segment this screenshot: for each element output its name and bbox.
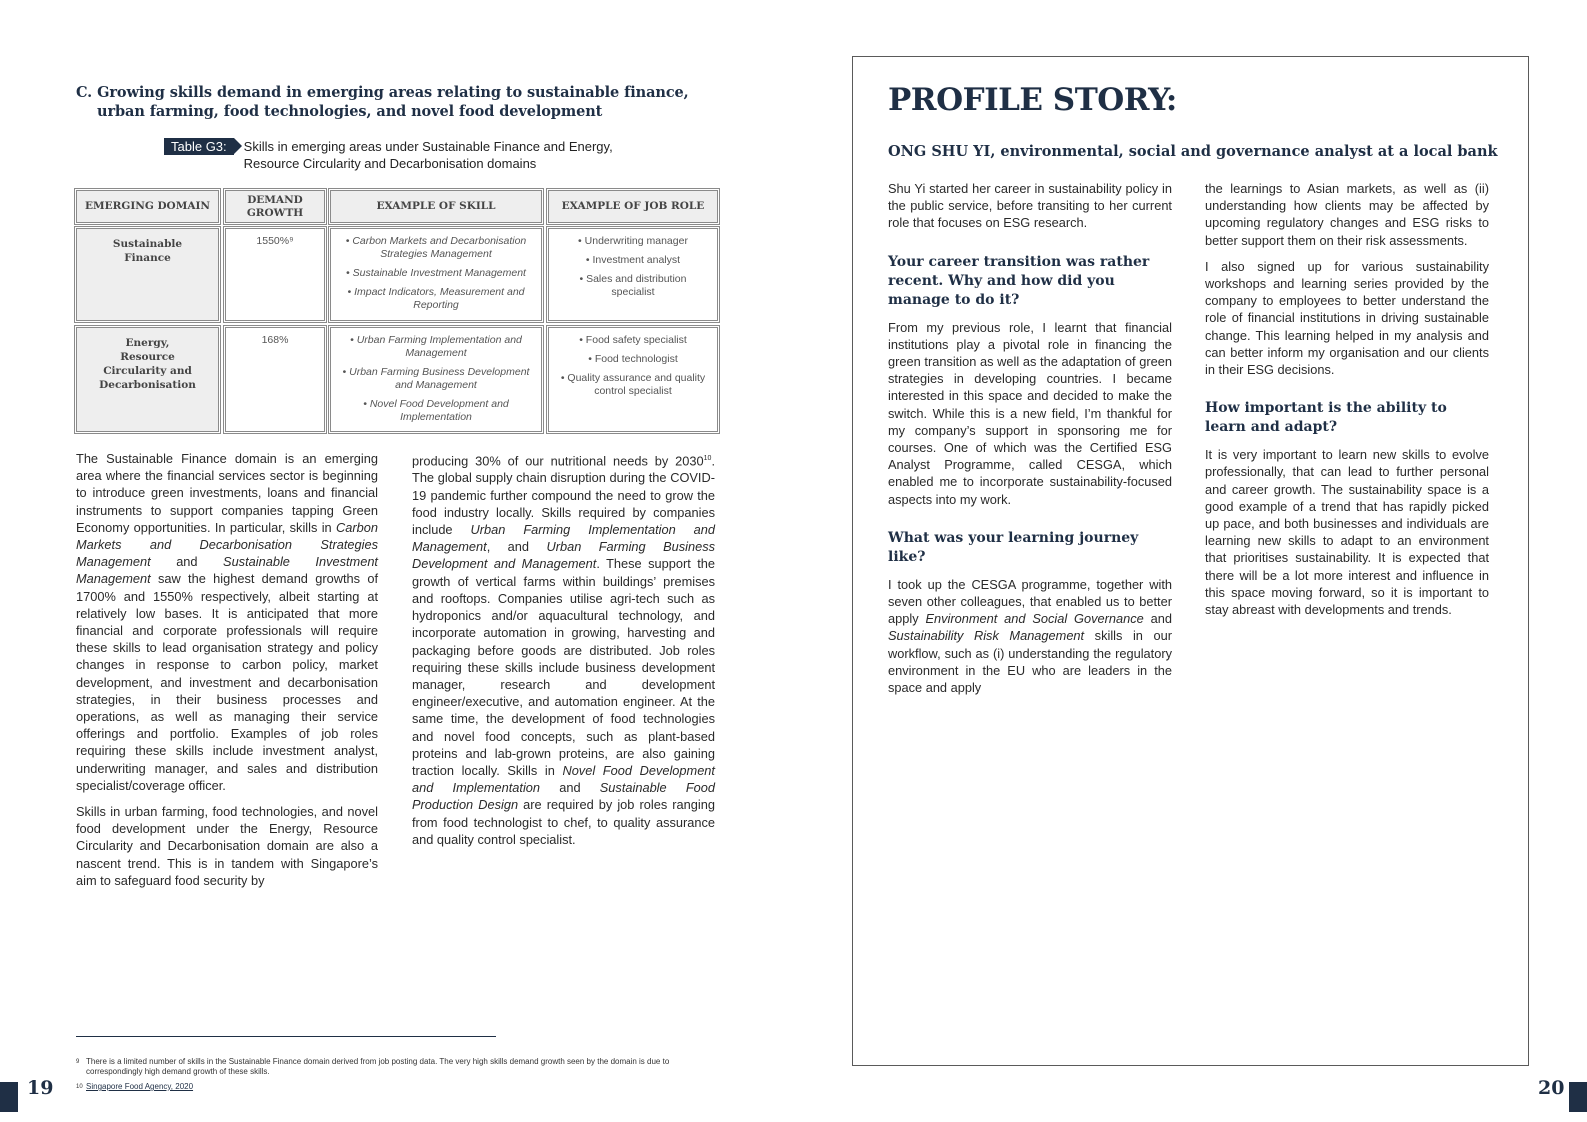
skill-item: • Impact Indicators, Measurement and Reporting	[347, 286, 525, 311]
page-marker-left	[0, 1082, 18, 1112]
table-row-1-skills	[330, 228, 542, 321]
profile-intro: Shu Yi started her career in sustainability policy in the public service, before transiting to her current role that focuses on ESG research.	[888, 181, 1172, 231]
text-run: Sustainable Investment Management	[76, 554, 378, 587]
role-item: • Food safety specialist	[579, 334, 687, 346]
table-caption	[164, 138, 644, 172]
text-run: are required by job roles ranging from food technologist to chef, to quality assurance and quality control specialist.	[412, 797, 715, 847]
page-number-left: 19	[27, 1077, 54, 1099]
domain-label: Sustainable Finance	[112, 238, 183, 264]
role-item: • Investment analyst	[585, 254, 681, 266]
profile-column-2	[1205, 180, 1489, 627]
answer-paragraph: It is very important to learn new skills to evolve professionally, that can lead to further personal and career growth. The sustainability space is a good example of a trend that has rapidly picked up pace, and both businesses and individuals are learning new skills to adapt to an environment that prioritises sustainability. It is expected that there will be a lot more interest and influence in this space moving forward, so it is important to stay abreast with developments and trends.	[1205, 447, 1489, 618]
table-row-2-domain	[76, 327, 219, 432]
skill-item: • Novel Food Development and Implementation	[363, 398, 509, 423]
text-run: skills in our workflow, such as (i) understanding the regulatory environment in the EU who are leaders in the space and apply	[888, 628, 1172, 696]
question-heading: What was your learning journey like?	[888, 529, 1139, 565]
text-run: producing 30% of our nutritional needs by 2030	[412, 453, 704, 469]
footnote-10	[76, 1082, 716, 1092]
table-header-demand-growth: DEMAND GROWTH	[225, 190, 325, 223]
question-heading: Your career transition was rather recent. Why and how did you manage to do it?	[888, 253, 1150, 308]
answer-paragraph: I also signed up for various sustainability workshops and learning series provided by the company to employees to better understand the role of financial institutions in driving sustainable change. This learning helped in my analysis and can better inform my organisation and our clients in their ESG decisions.	[1205, 258, 1489, 378]
table-row-2-roles	[548, 327, 718, 432]
footnote-ref: 10	[703, 455, 712, 462]
section-heading: C. Growing skills demand in emerging areas relating to sustainable finance, urban farming, food technologies, and novel food development	[76, 84, 689, 120]
table-row-2-growth: 168%	[225, 327, 325, 432]
table-header-emerging-domain: EMERGING DOMAIN	[76, 190, 219, 223]
text-run: saw the highest demand growths of 1700% and 1550% respectively, albeit starting at relatively low bases. It is anticipated that more financial and corporate professionals will require these skills to lead organisation strategy and policy changes in response to carbon policy, market development, and investment and decarbonisation strategies, in their business processes and operations, as well as managing their service offerings and portfolio. Examples of job roles requiring these skills include investment analyst, underwriting manager, and sales and distribution specialist/coverage officer.	[76, 571, 378, 793]
table-row-1-domain	[76, 228, 219, 321]
text-run: Novel Food Development and Implementation	[412, 762, 715, 796]
profile-column-1	[888, 180, 1172, 705]
footnote-link[interactable]: Singapore Food Agency, 2020	[86, 1082, 194, 1091]
text-run: I took up the CESGA programme, together with seven other colleagues, that enabled us to better apply	[888, 576, 1172, 627]
text-run: and	[150, 554, 224, 570]
answer-paragraph: From my previous role, I learnt that financial institutions play a pivotal role in financing the green transition as well as the adaptation of green strategies in developing countries. I became interested in this space and decided to make the switch. While this is a new field, I’m thankful for my company’s support in sponsoring me for courses. One of which was the Certified ESG Analyst Programme, called CESGA, which enabled me to incorporate sustainability-focused aspects into my work.	[888, 319, 1172, 507]
role-item: • Sales and distribution specialist	[579, 273, 687, 298]
role-item: • Underwriting manager	[578, 235, 688, 247]
table-caption-tag: Table G3:	[164, 138, 234, 155]
table-row-1-roles	[548, 228, 718, 321]
paragraph: Skills in urban farming, food technologies, and novel food development under the Energy, Resource Circularity and Decarbonisation domain are also a nascent trend. This is in tandem with Singapore’s aim to safeguard food security by	[76, 804, 378, 888]
table-caption-text: Skills in emerging areas under Sustainable Finance and Energy, Resource Circularity and Decarbonisation domains	[243, 139, 613, 171]
left-body-column-2	[412, 450, 715, 857]
skill-item: • Sustainable Investment Management	[346, 267, 526, 279]
footnote-divider	[76, 1036, 496, 1037]
role-item: • Food technologist	[588, 353, 678, 365]
question-heading: How important is the ability to learn and adapt?	[1205, 400, 1447, 436]
table-header-example-of-job-role: EXAMPLE OF JOB ROLE	[548, 190, 718, 223]
skill-item: • Carbon Markets and Decarbonisation Strategies Management	[345, 235, 527, 260]
text-run: , and	[486, 539, 547, 555]
answer-paragraph	[888, 576, 1172, 696]
footnote-9	[76, 1057, 716, 1077]
table-header-example-of-skill: EXAMPLE OF SKILL	[330, 190, 542, 223]
text-run: Sustainability Risk Management	[888, 628, 1085, 644]
profile-name: ONG SHU YI, environmental, social and governance analyst at a local bank	[888, 143, 1498, 160]
page-marker-right	[1569, 1082, 1587, 1112]
table-row-1-growth: 1550%⁹	[225, 228, 325, 321]
paragraph	[412, 450, 715, 848]
footnote-text: There is a limited number of skills in the Sustainable Finance domain derived from job posting data. The very high skills demand growth seen by the domain is due to correspondingly high demand growth of these skills.	[86, 1057, 670, 1076]
role-item: • Quality assurance and quality control specialist	[560, 372, 706, 397]
paragraph	[76, 450, 378, 794]
text-run: The Sustainable Finance domain is an emerging area where the financial services sector is beginning to introduce green investments, loans and financial instruments to support companies tapping Green Economy opportunities. In particular, skills in	[76, 451, 378, 535]
text-run: . These support the growth of vertical farms within buildings’ premises and rooftops. Companies utilise agri-tech such as hydroponics and/or aquacultural technology, and incorporate automation in growing, harvesting and packaging before goods are distributed. Job roles requiring these skills include business development manager, research and development engineer/executive, and automation engineer. At the same time, the development of food technologies and novel food concepts, such as plant-based proteins and lab-grown proteins, are also gaining traction locally. Skills in	[412, 556, 716, 778]
footnote-number: 9	[76, 1059, 80, 1065]
text-run: Carbon Markets and Decarbonisation Strategies Management	[76, 519, 378, 570]
skill-item: • Urban Farming Business Development and Management	[342, 366, 530, 391]
footnote-number: 10	[76, 1084, 83, 1090]
text-run: Urban Farming Implementation and Management	[412, 522, 716, 555]
domain-label: Energy, Resource Circularity and Decarbonisation	[99, 337, 196, 391]
text-run: Sustainable Food Production Design	[412, 780, 715, 813]
profile-title: PROFILE STORY:	[888, 82, 1177, 118]
left-body-column-1	[76, 450, 378, 898]
text-run: . The global supply chain disruption during the COVID-19 pandemic further compound the need to grow the food industry locally. Skills required by companies include	[412, 453, 715, 538]
text-run: Urban Farming Business Development and Management	[412, 539, 715, 572]
skill-item: • Urban Farming Implementation and Management	[350, 334, 522, 359]
text-run: and	[540, 780, 600, 796]
text-run: and	[1143, 611, 1172, 627]
table-row-2-skills	[330, 327, 542, 432]
page-number-right: 20	[1538, 1077, 1565, 1099]
text-run: Environment and Social Governance	[925, 611, 1144, 627]
answer-paragraph: the learnings to Asian markets, as well as (ii) understanding how clients may be affected by upcoming regulatory changes and ESG risks to better support them on their risk assessments.	[1205, 181, 1489, 248]
